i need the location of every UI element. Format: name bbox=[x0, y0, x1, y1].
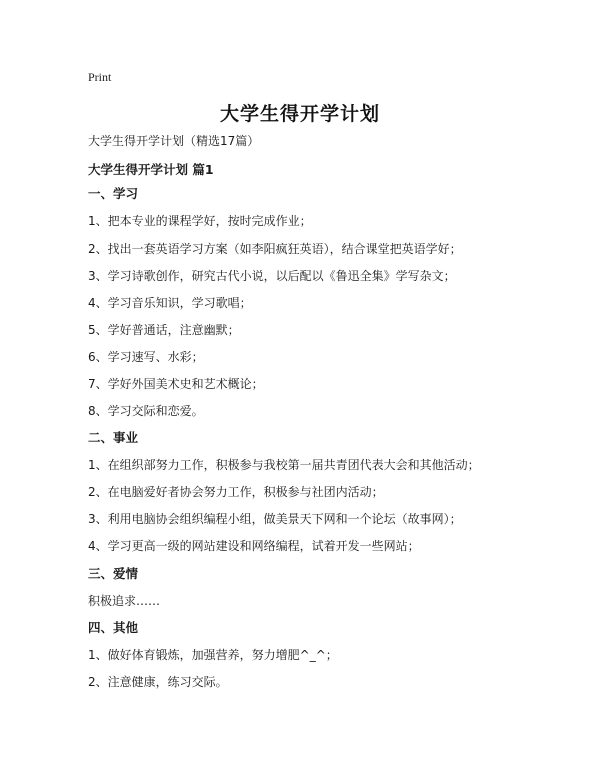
subtitle: 大学生得开学计划（精选17篇） bbox=[88, 134, 260, 148]
list-item: 1、在组织部努力工作，积极参与我校第一届共青团代表大会和其他活动； bbox=[88, 458, 480, 472]
article-heading: 大学生得开学计划 篇1 bbox=[88, 162, 214, 177]
list-item: 2、注意健康，练习交际。 bbox=[88, 675, 228, 689]
section-heading: 一、学习 bbox=[88, 186, 139, 201]
list-item: 3、学习诗歌创作，研究古代小说，以后配以《鲁迅全集》学写杂文； bbox=[88, 269, 456, 283]
list-item: 1、把本专业的课程学好，按时完成作业； bbox=[88, 214, 312, 228]
list-item: 6、学习速写、水彩； bbox=[88, 350, 204, 364]
list-item: 2、在电脑爱好者协会努力工作，积极参与社团内活动； bbox=[88, 485, 384, 499]
section-heading: 二、事业 bbox=[88, 430, 139, 445]
section-heading: 三、爱情 bbox=[88, 566, 139, 581]
document-title: 大学生得开学计划 bbox=[219, 103, 380, 125]
list-item: 7、学好外国美术史和艺术概论； bbox=[88, 377, 264, 391]
list-item: 4、学习音乐知识，学习歌唱； bbox=[88, 296, 252, 310]
list-item: 积极追求…… bbox=[88, 594, 161, 608]
section-heading: 四、其他 bbox=[88, 620, 139, 635]
print-label: Print bbox=[88, 70, 112, 84]
list-item: 4、学习更高一级的网站建设和网络编程，试着开发一些网站； bbox=[88, 539, 420, 553]
list-item: 5、学好普通话，注意幽默； bbox=[88, 323, 240, 337]
list-item: 3、利用电脑协会组织编程小组，做美景天下网和一个论坛（故事网）； bbox=[88, 512, 462, 526]
list-item: 2、找出一套英语学习方案（如李阳疯狂英语），结合课堂把英语学好； bbox=[88, 242, 462, 256]
list-item: 1、做好体育锻炼，加强营养，努力增肥^_^； bbox=[88, 648, 338, 662]
list-item: 8、学习交际和恋爱。 bbox=[88, 404, 204, 418]
